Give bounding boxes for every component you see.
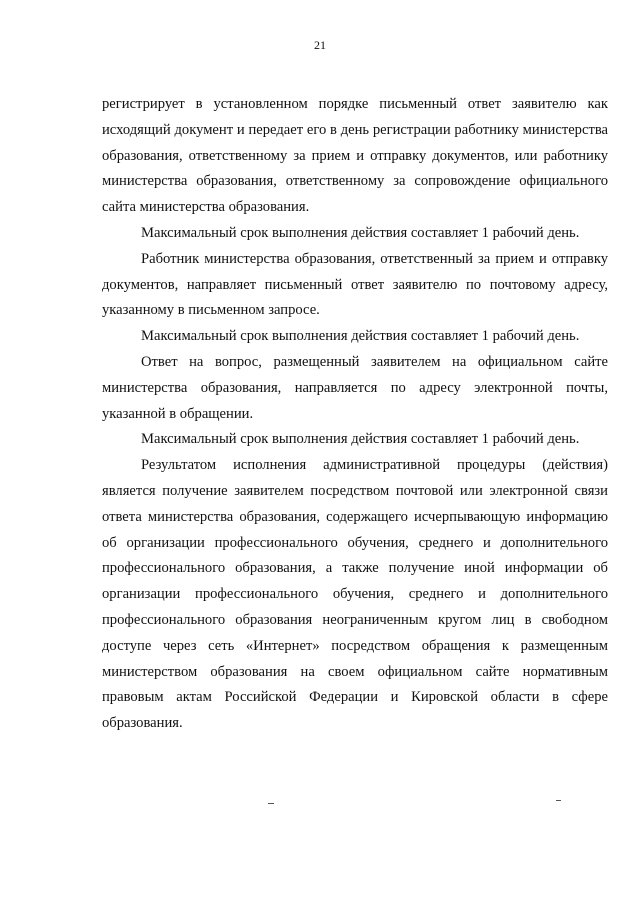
paragraph-6: Максимальный срок выполнения действия составляет 1 рабочий день. [141,431,580,448]
paragraph-4: Максимальный срок выполнения действия составляет 1 рабочий день. [141,328,580,345]
page-number: 21 [314,38,326,52]
paragraph-1: регистрирует в установленном порядке письменный ответ заявителю как исходящий документ и передает его в день регистрации работнику министерства образования, ответственному за прием и отправку документов, или работнику министерства образования, ответственному за сопровождение официального сайта министерства образования. [102,96,608,216]
paragraph-3: Работник министерства образования, ответственный за прием и отправку документов, направляет письменный ответ заявителю по почтовому адресу, указанному в письменном запросе. [102,250,608,319]
paragraph-7: Результатом исполнения административной процедуры (действия) является получение заявителем посредством почтовой или электронной связи ответа министерства образования, содержащего исчерпывающую информацию об организации профессионального обучения, среднего и дополнительного профессионального образования, а также получение иной информации об организации профессионального обучения, среднего и дополнительного профессионального образования неограниченным кругом лиц в свободном доступе через сеть «Интернет» посредством обращения к размещенным министерством образования на своем официальном сайте нормативным правовым актам Российской Федерации и Кировской области в сфере образования. [102,457,608,732]
scan-speck-right [556,800,561,801]
paragraph-5: Ответ на вопрос, размещенный заявителем на официальном сайте министерства образования, направляется по адресу электронной почты, указанной в обращении. [102,353,608,422]
scan-speck-left [268,803,274,804]
document-body [102,92,608,737]
paragraph-2: Максимальный срок выполнения действия составляет 1 рабочий день. [141,224,580,241]
